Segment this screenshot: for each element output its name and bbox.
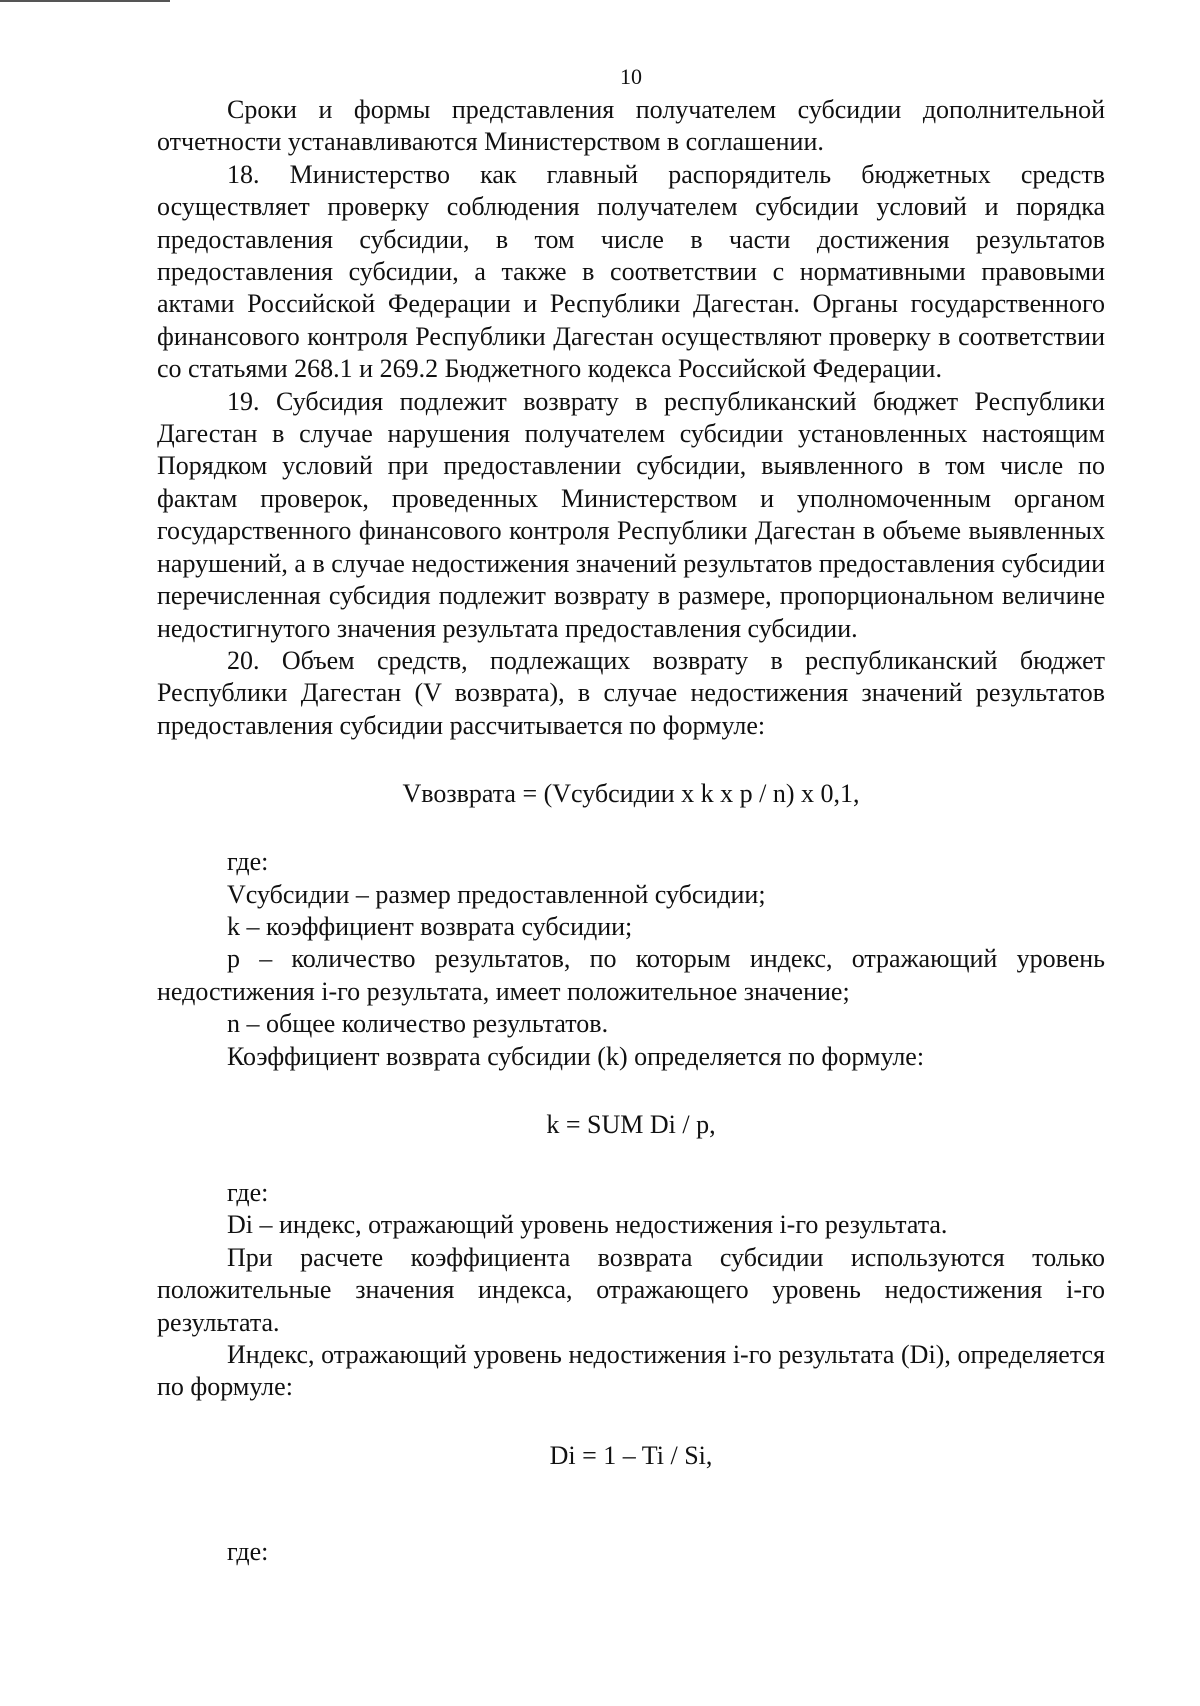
where-label-2: где: bbox=[227, 1177, 269, 1207]
definition-v-subsidy: Vсубсидии – размер предоставленной субсидии; bbox=[227, 879, 766, 909]
where-label-1: где: bbox=[227, 847, 269, 877]
where-label-3: где: bbox=[227, 1536, 269, 1566]
formula-v-return: Vвозврата = (Vсубсидии x k x p / n) x 0,1, bbox=[402, 779, 860, 809]
page-number: 10 bbox=[620, 64, 642, 89]
k-formula-intro: Коэффициент возврата субсидии (k) определяется по формуле: bbox=[227, 1041, 925, 1071]
di-formula-intro: Индекс, отражающий уровень недостижения i-го результата (Di), определяется по формуле: bbox=[157, 1340, 1105, 1402]
definition-k: k – коэффициент возврата субсидии; bbox=[227, 911, 633, 941]
paragraph-positive-values: При расчете коэффициента возврата субсидии используются только положительные значения индекса, отражающего уровень недостижения i-го результата. bbox=[157, 1242, 1105, 1337]
definition-di: Di – индекс, отражающий уровень недостижения i-го результата. bbox=[227, 1210, 948, 1240]
paragraph-18: 18. Министерство как главный распорядитель бюджетных средств осуществляет проверку соблюдения получателем субсидии условий и порядка предоставления субсидии, в том числе в части достижения результатов предоставления субсидии, а также в соответствии с нормативными правовыми актами Российской Федерации и Республики Дагестан. Органы государственного финансового контроля Республики Дагестан осуществляют проверку в соответствии со статьями 268.1 и 269.2 Бюджетного кодекса Российской Федерации. bbox=[157, 159, 1105, 384]
paragraph-20: 20. Объем средств, подлежащих возврату в республиканский бюджет Республики Дагестан (V возврата), в случае недостижения значений результатов предоставления субсидии рассчитывается по формуле: bbox=[157, 645, 1105, 740]
formula-di: Di = 1 – Ti / Si, bbox=[549, 1440, 713, 1470]
definition-p: p – количество результатов, по которым индекс, отражающий уровень недостижения i-го результата, имеет положительное значение; bbox=[157, 944, 1105, 1006]
formula-k: k = SUM Di / p, bbox=[546, 1109, 716, 1139]
scan-edge-line bbox=[0, 0, 170, 2]
definition-n: n – общее количество результатов. bbox=[227, 1009, 609, 1039]
document-page bbox=[157, 62, 1105, 1568]
paragraph-19: 19. Субсидия подлежит возврату в республиканский бюджет Республики Дагестан в случае нарушения получателем субсидии установленных настоящим Порядком условий при предоставлении субсидии, выявленного в том числе по фактам проверок, проведенных Министерством и уполномоченным органом государственного финансового контроля Республики Дагестан в объеме выявленных нарушений, а в случае недостижения значений результатов предоставления субсидии перечисленная субсидия подлежит возврату в размере, пропорциональном величине недостигнутого значения результата предоставления субсидии. bbox=[157, 386, 1105, 643]
paragraph-reporting-terms: Сроки и формы представления получателем субсидии дополнительной отчетности устанавливаются Министерством в соглашении. bbox=[157, 95, 1105, 157]
